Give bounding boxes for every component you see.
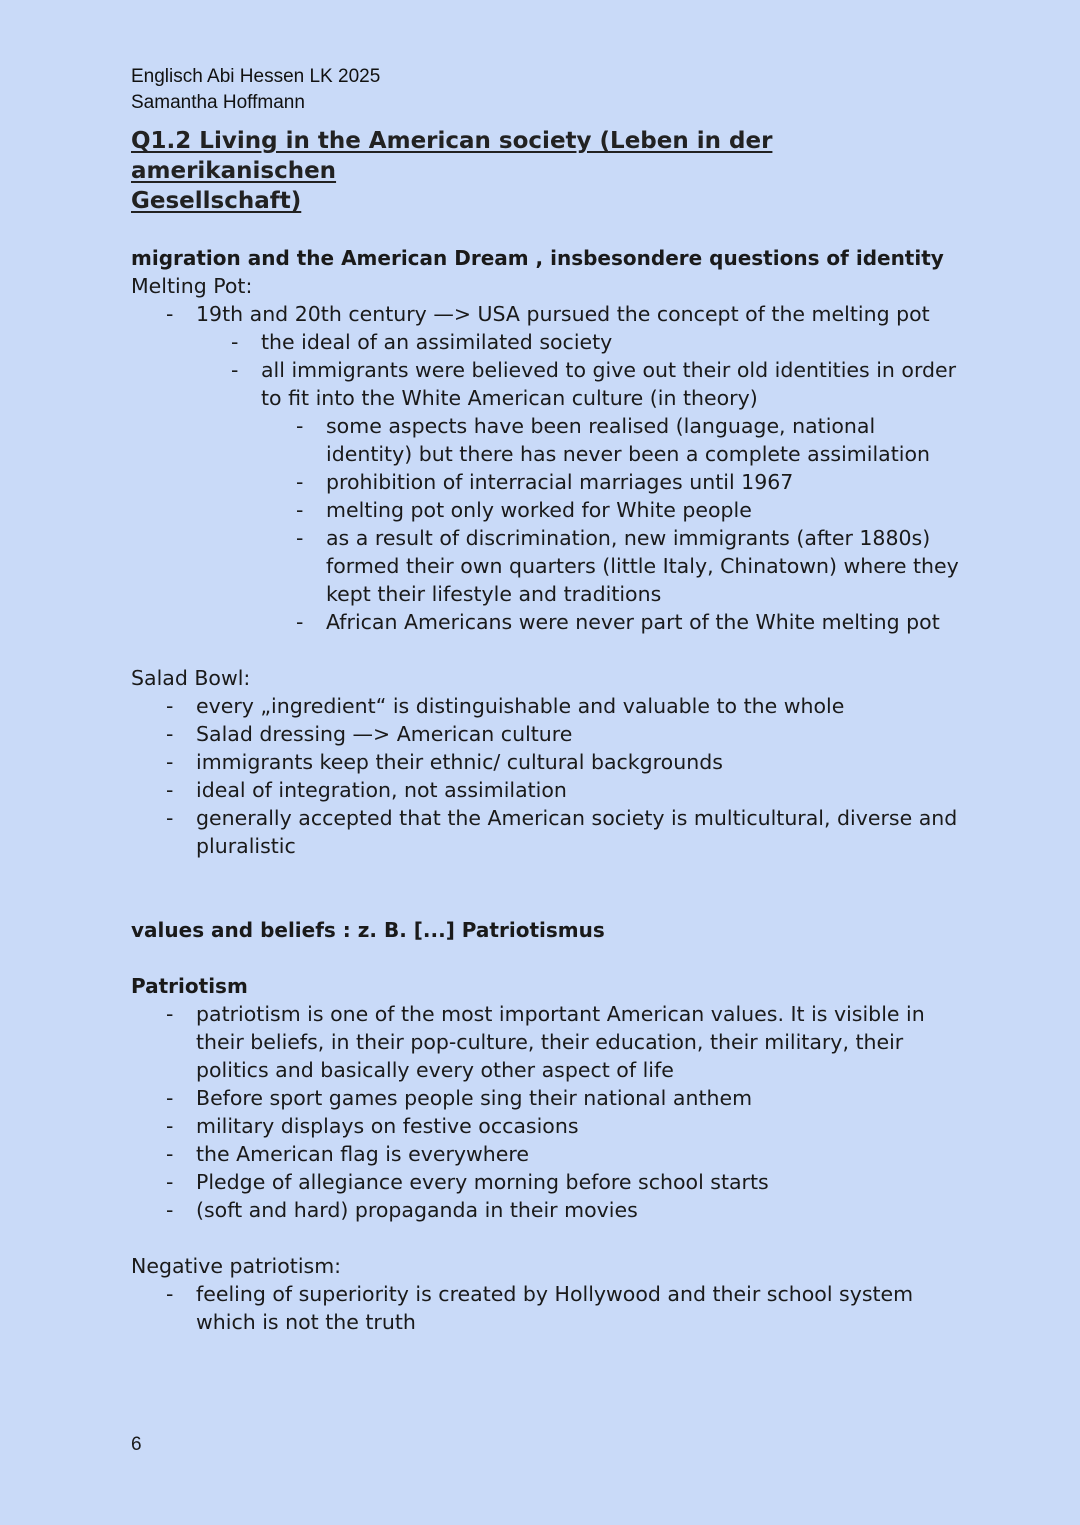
melting-pot-subsublist xyxy=(261,412,961,636)
melting-pot-label: Melting Pot: xyxy=(131,274,253,298)
melting-pot-sublist xyxy=(196,328,961,636)
list-item: - some aspects have been realised (language, national identity) but there has never been a complete assimilation xyxy=(326,412,961,468)
list-item: - Pledge of allegiance every morning before school starts xyxy=(196,1168,961,1196)
list-item: - African Americans were never part of the White melting pot xyxy=(326,608,961,636)
chapter-title-line-2: Gesellschaft) xyxy=(131,188,302,214)
patriotism-label: Patriotism xyxy=(131,974,248,998)
list-item: - the American flag is everywhere xyxy=(196,1140,961,1168)
chapter-title-line-1: Q1.2 Living in the American society (Leben in der amerikanischen xyxy=(131,128,773,184)
list-item: - generally accepted that the American society is multicultural, diverse and pluralistic xyxy=(196,804,961,860)
list-item: - military displays on festive occasions xyxy=(196,1112,961,1140)
list-item: - the ideal of an assimilated society xyxy=(261,328,961,356)
list-item: - 19th and 20th century —> USA pursued the concept of the melting pot - the ideal of an assimilated society - all immigrants were believed to give out their old identities in order to fit into the White American culture (in theory) - some aspects have been realised (language, national identity) but there has never been a complete assimilation - prohibition of interracial marriages until 1967 - melting pot only worked for White people - as a result of discrimination, new immigrants (after 1880s) formed their own quarters (little Italy, Chinatown) where they kept their lifestyle and traditions - African Americans were never part of the White melting pot xyxy=(196,300,961,636)
list-item: - immigrants keep their ethnic/ cultural backgrounds xyxy=(196,748,961,776)
list-item: - feeling of superiority is created by Hollywood and their school system which is not the truth xyxy=(196,1280,961,1336)
list-item: - every „ingredient“ is distinguishable and valuable to the whole xyxy=(196,692,961,720)
values-heading: values and beliefs : z. B. [...] Patriotismus xyxy=(131,918,605,942)
document-page xyxy=(131,64,961,1336)
page-number: 6 xyxy=(131,1434,142,1455)
melting-pot-list xyxy=(131,300,961,636)
list-item: - as a result of discrimination, new immigrants (after 1880s) formed their own quarters (little Italy, Chinatown) where they kept their lifestyle and traditions xyxy=(326,524,961,608)
list-item: - Before sport games people sing their national anthem xyxy=(196,1084,961,1112)
salad-bowl-label: Salad Bowl: xyxy=(131,666,251,690)
patriotism-list xyxy=(131,1000,961,1224)
list-item: - (soft and hard) propaganda in their movies xyxy=(196,1196,961,1224)
salad-bowl-list xyxy=(131,692,961,860)
chapter-title xyxy=(131,126,961,216)
author-name: Samantha Hoffmann xyxy=(131,92,305,113)
list-item: - prohibition of interracial marriages until 1967 xyxy=(326,468,961,496)
list-item: - all immigrants were believed to give out their old identities in order to fit into the White American culture (in theory) - some aspects have been realised (language, national identity) but there has never been a complete assimilation - prohibition of interracial marriages until 1967 - melting pot only worked for White people - as a result of discrimination, new immigrants (after 1880s) formed their own quarters (little Italy, Chinatown) where they kept their lifestyle and traditions - African Americans were never part of the White melting pot xyxy=(261,356,961,636)
list-item: - melting pot only worked for White people xyxy=(326,496,961,524)
negative-patriotism-list xyxy=(131,1280,961,1336)
negative-patriotism-label: Negative patriotism: xyxy=(131,1254,342,1278)
migration-heading: migration and the American Dream , insbesondere questions of identity xyxy=(131,246,944,270)
list-item: - Salad dressing —> American culture xyxy=(196,720,961,748)
list-item: - ideal of integration, not assimilation xyxy=(196,776,961,804)
course-title: Englisch Abi Hessen LK 2025 xyxy=(131,66,381,87)
list-item: - patriotism is one of the most important American values. It is visible in their beliefs, in their pop-culture, their education, their military, their politics and basically every other aspect of life xyxy=(196,1000,961,1084)
